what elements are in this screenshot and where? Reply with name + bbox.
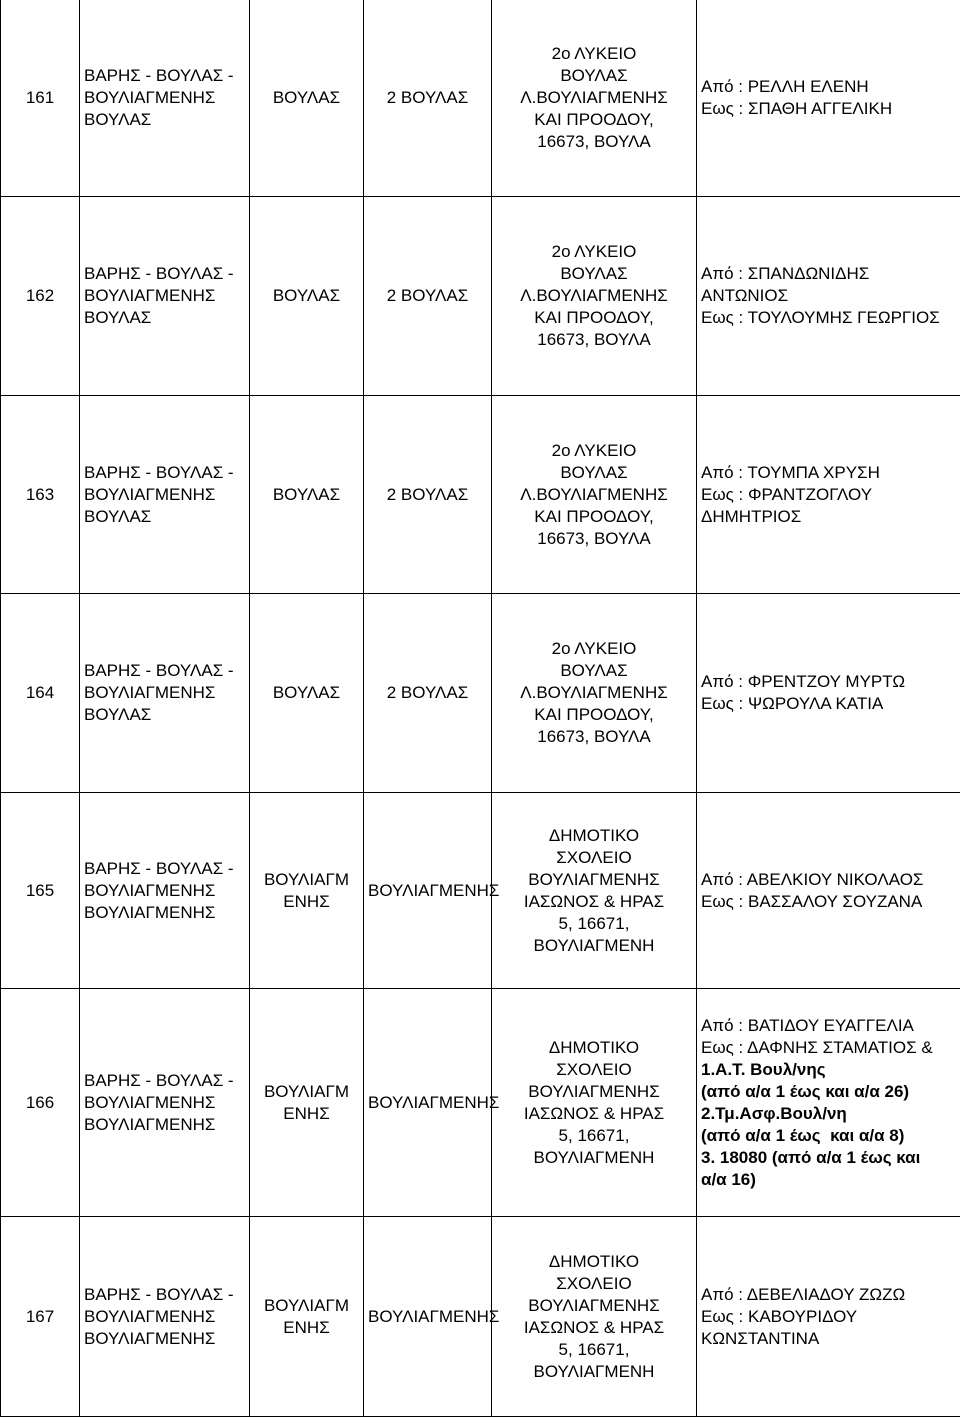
voter-range-line: Εως : ΦΡΑΝΤΖΟΓΛΟΥ [701,484,873,504]
voter-range-line: Εως : ΚΑΒΟΥΡΙΔΟΥ [701,1306,858,1326]
voter-range-line: Εως : ΒΑΣΣΑΛΟΥ ΣΟΥΖΑΝΑ [701,891,923,911]
polling-location-line: ΒΟΥΛΑΣ [560,66,628,85]
polling-location-line: ΒΟΥΛΑΣ [560,264,628,283]
municipal-unit-line: ΒΟΥΛΙΑΓΜ [263,869,350,889]
voter-range-line: ΚΩΝΣΤΑΝΤΙΝΑ [701,1328,820,1348]
municipal-unit-cell [250,197,364,396]
voter-range-note-line: α/α 16) [701,1169,756,1189]
municipality-line: ΒΟΥΛΙΑΓΜΕΝΗΣ [84,484,216,504]
polling-location-line: ΚΑΙ ΠΡΟΟΔΟΥ, [534,506,654,526]
polling-location-cell [492,396,697,594]
municipality-line: ΒΟΥΛΙΑΓΜΕΝΗΣ [84,88,216,107]
voter-range-line: Εως : ΣΠΑΘΗ ΑΓΓΕΛΙΚΗ [701,99,893,118]
electoral-district-cell [364,793,500,989]
polling-location-line: ΒΟΥΛΙΑΓΜΕΝΗ [533,1147,655,1167]
municipal-unit-line: ΕΝΗΣ [283,891,330,911]
municipality-line: ΒΟΥΛΙΑΓΜΕΝΗΣ [84,880,216,900]
municipality-line: ΒΟΥΛΙΑΓΜΕΝΗΣ [84,683,216,702]
polling-location-line: ΒΟΥΛΙΑΓΜΕΝΗΣ [528,1081,660,1101]
table-row [1,594,960,793]
polling-location-line: ΒΟΥΛΙΑΓΜΕΝΗ [533,935,655,955]
polling-location-cell [492,197,697,396]
municipality-cell [80,594,250,793]
municipal-unit-cell [250,1217,364,1417]
polling-location-line: ΙΑΣΩΝΟΣ & ΗΡΑΣ [523,1103,665,1123]
municipality-line: ΒΟΥΛΙΑΓΜΕΝΗΣ [84,286,216,305]
electoral-district-cell [364,594,492,793]
municipality-line: ΒΟΥΛΑΣ [84,110,152,129]
polling-location-line: ΚΑΙ ΠΡΟΟΔΟΥ, [534,110,654,129]
voter-range-line: Εως : ΨΩΡΟΥΛΑ ΚΑΤΙΑ [701,694,884,713]
electoral-district-line: 2 ΒΟΥΛΑΣ [386,286,469,305]
municipal-unit-line: ΒΟΥΛΑΣ [272,484,341,504]
polling-location-line: ΒΟΥΛΑΣ [560,462,628,482]
municipality-line: ΒΟΥΛΙΑΓΜΕΝΗΣ [84,1328,216,1348]
municipality-line: ΒΑΡΗΣ - ΒΟΥΛΑΣ - [84,858,234,878]
municipal-unit-cell [250,594,364,793]
polling-location-line: 2ο ΛΥΚΕΙΟ [551,440,637,460]
voter-range-cell [697,594,960,793]
municipality-line: ΒΟΥΛΙΑΓΜΕΝΗΣ [84,1092,216,1112]
table-row [1,989,960,1217]
polling-location-line: ΒΟΥΛΙΑΓΜΕΝΗ [533,1361,655,1381]
voter-range-line: Από : ΡΕΛΛΗ ΕΛΕΝΗ [701,77,869,96]
voter-range-line: Από : ΔΕΒΕΛΙΑΔΟΥ ΖΩΖΩ [701,1284,906,1304]
municipal-unit-line: ΕΝΗΣ [283,1103,330,1123]
polling-location-line: 5, 16671, [558,1339,630,1359]
polling-location-line: ΒΟΥΛΙΑΓΜΕΝΗΣ [528,869,660,889]
electoral-district-line: 2 ΒΟΥΛΑΣ [386,683,469,702]
polling-location-line: Λ.ΒΟΥΛΙΑΓΜΕΝΗΣ [520,286,668,305]
municipality-cell [80,396,250,594]
polling-location-cell [492,594,697,793]
voter-range-line: Από : ΑΒΕΛΚΙΟΥ ΝΙΚΟΛΑΟΣ [701,869,924,889]
voter-range-note-line: (από α/α 1 έως και α/α 26) [701,1081,910,1101]
voter-range-cell [697,793,960,989]
municipality-line: ΒΟΥΛΑΣ [84,506,152,526]
municipal-unit-line: ΒΟΥΛΑΣ [272,286,341,305]
station-number: 164 [1,594,80,793]
electoral-district-cell [364,1217,500,1417]
voter-range-note-line: 3. 18080 (από α/α 1 έως και [701,1147,921,1167]
table-body [1,0,960,1417]
municipality-line: ΒΑΡΗΣ - ΒΟΥΛΑΣ - [84,264,234,283]
table-row [1,396,960,594]
municipality-line: ΒΑΡΗΣ - ΒΟΥΛΑΣ - [84,1284,234,1304]
table-row [1,197,960,396]
polling-location-line: 5, 16671, [558,1125,630,1145]
municipality-line: ΒΟΥΛΙΑΓΜΕΝΗΣ [84,902,216,922]
municipality-cell [80,0,250,197]
polling-location-line: ΙΑΣΩΝΟΣ & ΗΡΑΣ [523,891,665,911]
polling-location-line: ΒΟΥΛΙΑΓΜΕΝΗΣ [528,1295,660,1315]
polling-location-line: 2ο ΛΥΚΕΙΟ [551,639,637,658]
electoral-district-cell [364,989,500,1217]
voter-range-note-line: (από α/α 1 έως και α/α 8) [701,1125,905,1145]
polling-location-line: 16673, ΒΟΥΛΑ [537,727,651,746]
municipality-line: ΒΟΥΛΙΑΓΜΕΝΗΣ [84,1114,216,1134]
station-number: 162 [1,197,80,396]
voter-range-cell [697,197,960,396]
table-row [1,0,960,197]
municipality-line: ΒΑΡΗΣ - ΒΟΥΛΑΣ - [84,66,234,85]
municipal-unit-line: ΕΝΗΣ [283,1317,330,1337]
polling-location-line: ΣΧΟΛΕΙΟ [556,847,632,867]
voter-range-line: Από : ΦΡΕΝΤΖΟΥ ΜΥΡΤΩ [701,672,906,691]
polling-location-line: ΣΧΟΛΕΙΟ [556,1273,632,1293]
polling-location-cell [492,1217,697,1417]
municipal-unit-cell [250,396,364,594]
electoral-district-line: ΒΟΥΛΙΑΓΜΕΝΗΣ [368,880,500,900]
municipal-unit-line: ΒΟΥΛΑΣ [272,88,341,107]
municipal-unit-line: ΒΟΥΛΑΣ [272,683,341,702]
station-number: 165 [1,793,80,989]
municipality-line: ΒΑΡΗΣ - ΒΟΥΛΑΣ - [84,462,234,482]
station-number: 161 [1,0,80,197]
station-number: 163 [1,396,80,594]
municipality-cell [80,989,250,1217]
voter-range-cell [697,396,960,594]
polling-location-line: ΚΑΙ ΠΡΟΟΔΟΥ, [534,308,654,327]
polling-location-line: 16673, ΒΟΥΛΑ [537,132,651,151]
table-row [1,793,960,989]
voter-range-line: Από : ΒΑΤΙΔΟΥ ΕΥΑΓΓΕΛΙΑ [701,1015,914,1035]
electoral-district-cell [364,0,492,197]
table-row [1,1217,960,1417]
polling-location-cell [492,0,697,197]
voter-range-line: ΔΗΜΗΤΡΙΟΣ [701,506,802,526]
electoral-district-cell [364,197,492,396]
municipal-unit-cell [250,793,364,989]
station-number: 167 [1,1217,80,1417]
station-number: 166 [1,989,80,1217]
polling-location-line: ΔΗΜΟΤΙΚΟ [548,825,640,845]
municipal-unit-cell [250,989,364,1217]
polling-location-line: ΣΧΟΛΕΙΟ [556,1059,632,1079]
polling-location-line: ΔΗΜΟΤΙΚΟ [548,1037,640,1057]
polling-location-cell [492,989,697,1217]
voter-range-note-line: 2.Τμ.Ασφ.Βουλ/νη [701,1103,847,1123]
municipality-line: ΒΟΥΛΑΣ [84,308,152,327]
polling-location-line: Λ.ΒΟΥΛΙΑΓΜΕΝΗΣ [520,88,668,107]
voter-range-line: Εως : ΔΑΦΝΗΣ ΣΤΑΜΑΤΙΟΣ & [701,1037,933,1057]
municipality-cell [80,793,250,989]
municipality-line: ΒΑΡΗΣ - ΒΟΥΛΑΣ - [84,1070,234,1090]
municipal-unit-cell [250,0,364,197]
municipality-line: ΒΟΥΛΑΣ [84,705,152,724]
polling-location-line: ΚΑΙ ΠΡΟΟΔΟΥ, [534,705,654,724]
municipality-line: ΒΟΥΛΙΑΓΜΕΝΗΣ [84,1306,216,1326]
voter-range-line: ΑΝΤΩΝΙΟΣ [701,286,789,305]
electoral-district-cell [364,396,492,594]
municipal-unit-line: ΒΟΥΛΙΑΓΜ [263,1081,350,1101]
polling-location-line: 2ο ΛΥΚΕΙΟ [551,242,637,261]
polling-location-line: 2ο ΛΥΚΕΙΟ [551,44,637,63]
polling-location-line: ΒΟΥΛΑΣ [560,661,628,680]
polling-location-line: 16673, ΒΟΥΛΑ [537,528,651,548]
electoral-district-line: 2 ΒΟΥΛΑΣ [386,484,469,504]
electoral-district-line: ΒΟΥΛΙΑΓΜΕΝΗΣ [368,1092,500,1112]
municipal-unit-line: ΒΟΥΛΙΑΓΜ [263,1295,350,1315]
voter-range-cell [697,0,960,197]
voter-range-line: Από : ΣΠΑΝΔΩΝΙΔΗΣ [701,264,870,283]
polling-location-line: Λ.ΒΟΥΛΙΑΓΜΕΝΗΣ [520,683,668,702]
municipality-line: ΒΑΡΗΣ - ΒΟΥΛΑΣ - [84,661,234,680]
voter-range-line: Εως : ΤΟΥΛΟΥΜΗΣ ΓΕΩΡΓΙΟΣ [701,308,940,327]
voter-range-cell [697,1217,960,1417]
municipality-cell [80,197,250,396]
polling-location-cell [492,793,697,989]
polling-location-line: ΔΗΜΟΤΙΚΟ [548,1251,640,1271]
polling-location-line: ΙΑΣΩΝΟΣ & ΗΡΑΣ [523,1317,665,1337]
electoral-district-line: 2 ΒΟΥΛΑΣ [386,88,469,107]
voter-range-note-line: 1.Α.Τ. Βουλ/νης [701,1059,826,1079]
polling-location-line: 16673, ΒΟΥΛΑ [537,330,651,349]
polling-location-line: 5, 16671, [558,913,630,933]
voter-range-line: Από : ΤΟΥΜΠΑ ΧΡΥΣΗ [701,462,880,482]
polling-location-line: Λ.ΒΟΥΛΙΑΓΜΕΝΗΣ [520,484,668,504]
voter-range-cell [697,989,960,1217]
electoral-district-line: ΒΟΥΛΙΑΓΜΕΝΗΣ [368,1306,500,1326]
municipality-cell [80,1217,250,1417]
